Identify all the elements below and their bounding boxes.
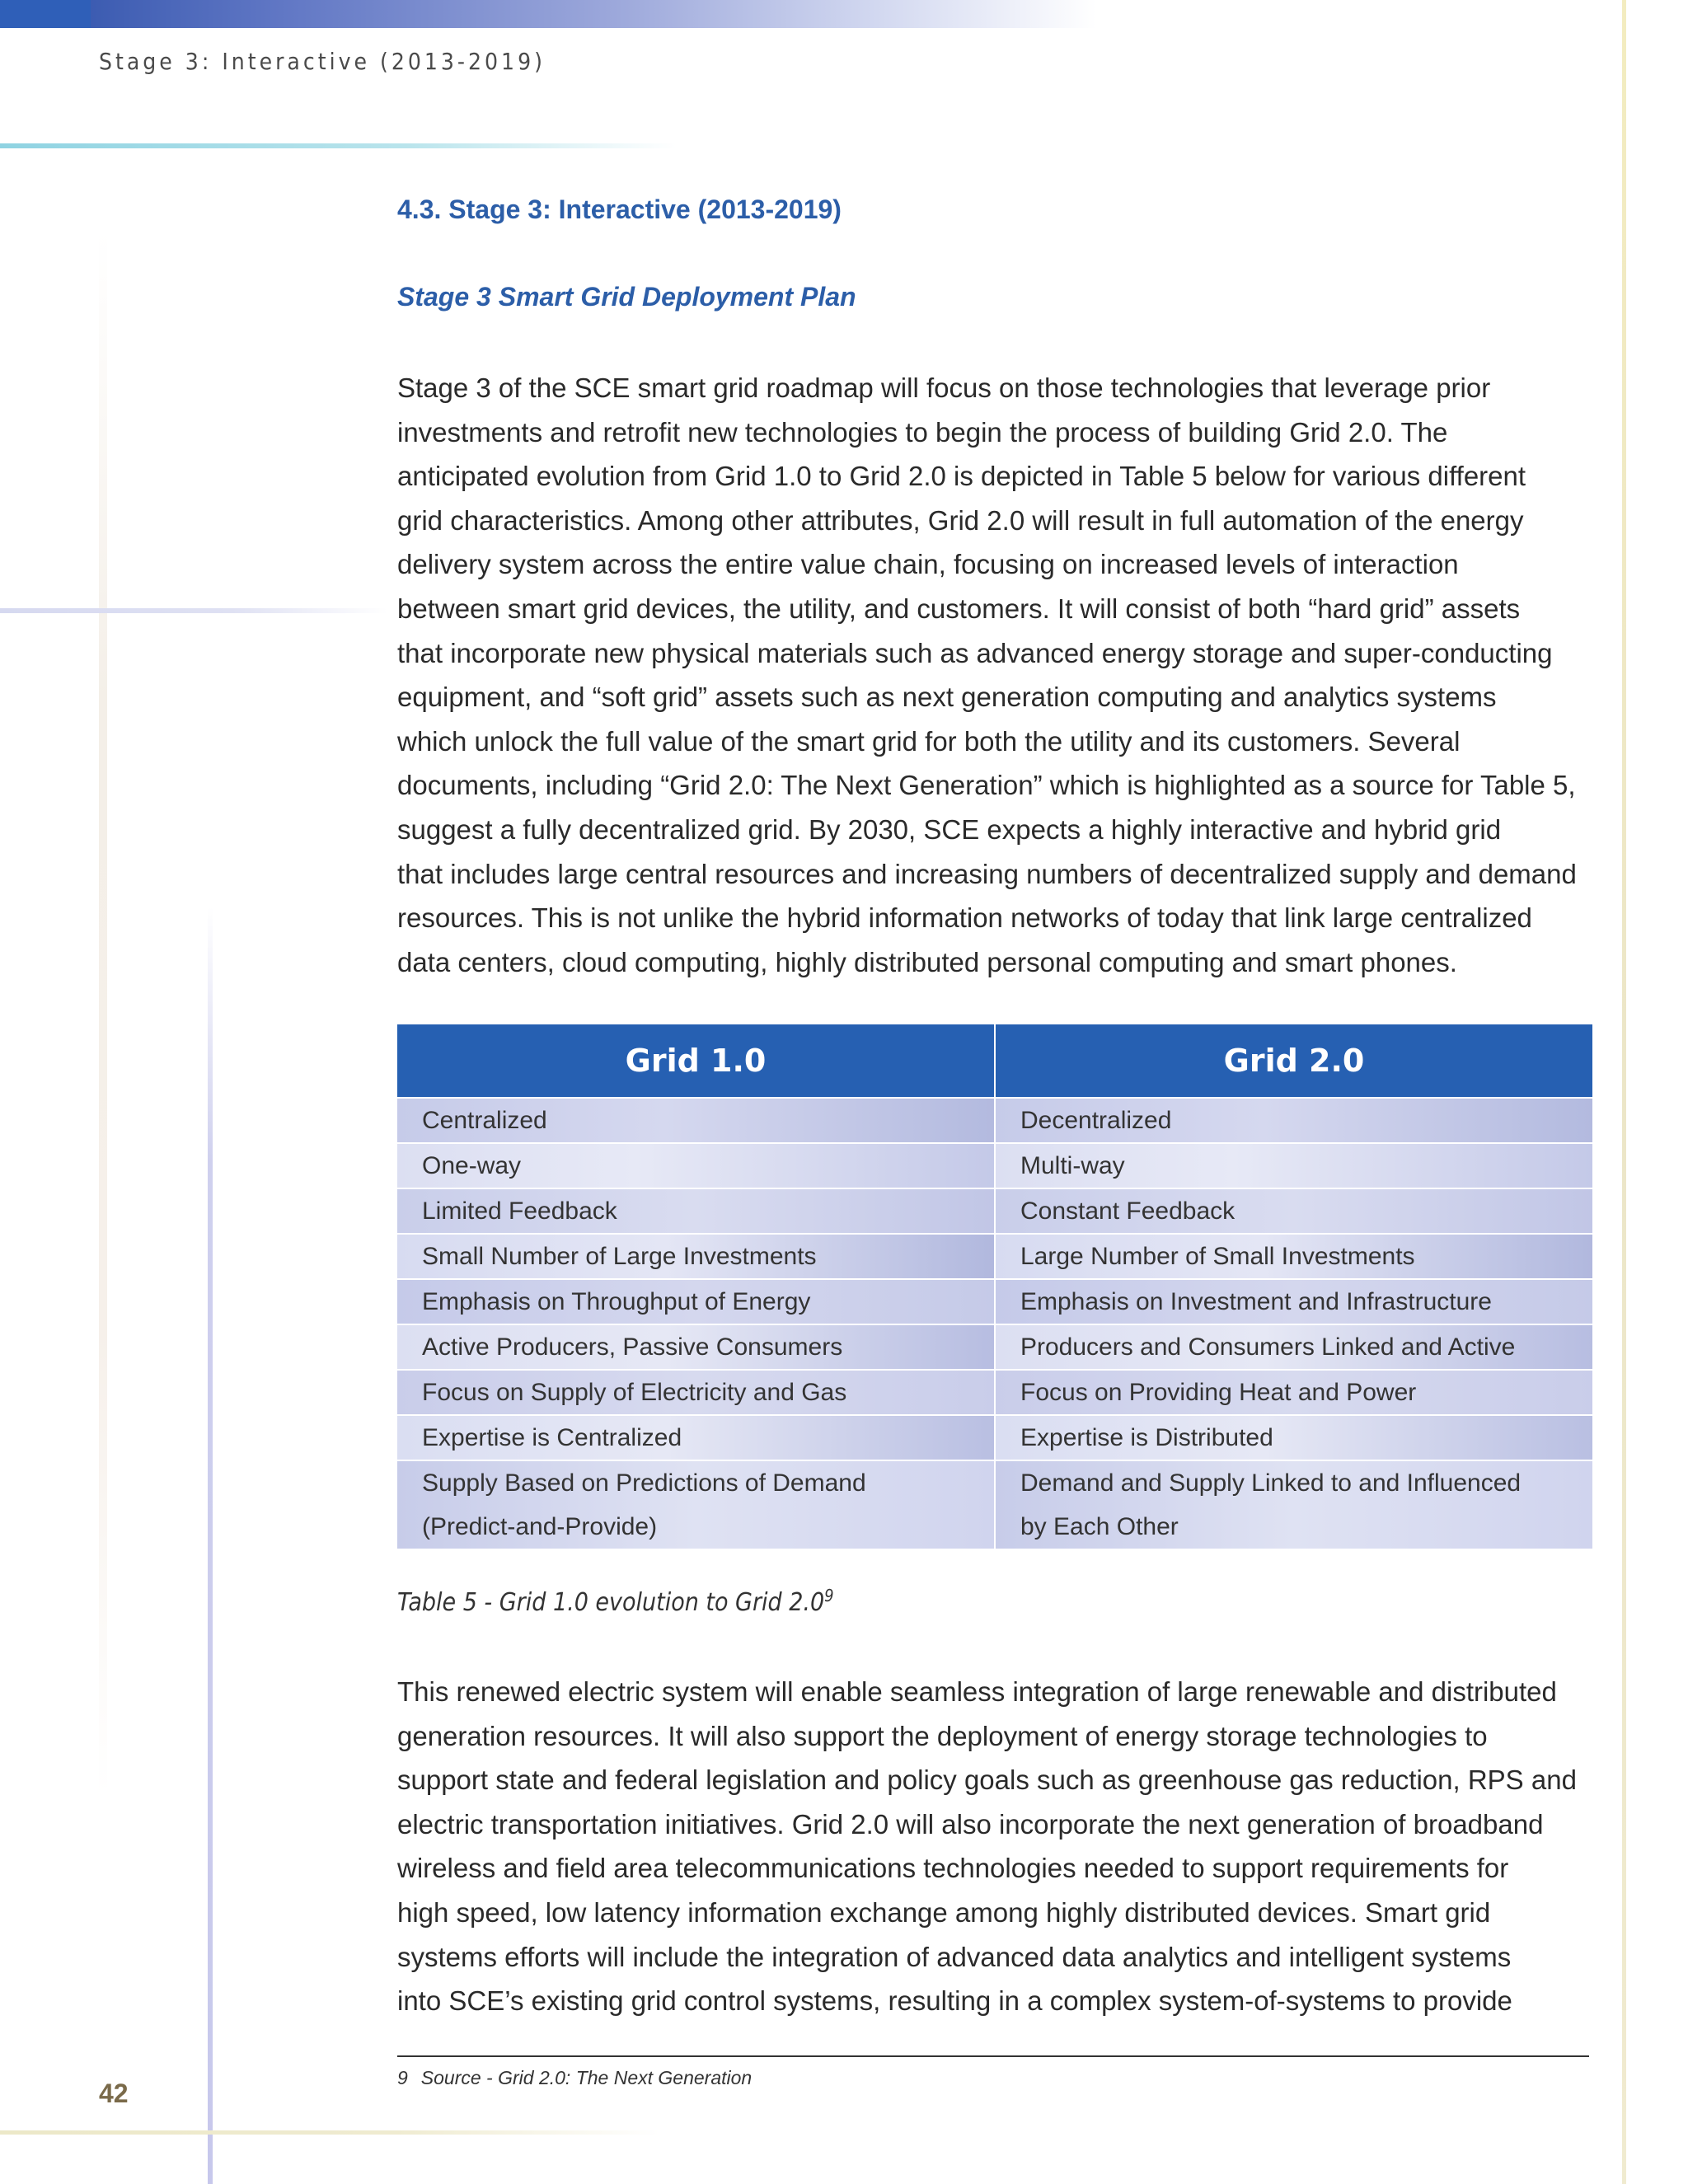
text-line: that incorporate new physical materials such as advanced energy storage and super-conducting (397, 637, 1553, 668)
subsection-heading: Stage 3 Smart Grid Deployment Plan (397, 282, 856, 312)
text-line: generation resources. It will also support the deployment of energy storage technologies to (397, 1720, 1488, 1751)
table-cell (397, 1460, 995, 1549)
text-line: resources. This is not unlike the hybrid information networks of today that link large centralized (397, 902, 1532, 934)
text-line: wireless and field area telecommunications technologies needed to support requirements for (397, 1853, 1509, 1884)
footer-divider-line (0, 2130, 659, 2135)
cell-line: (Predict-and-Provide) (422, 1513, 658, 1540)
table-cell: Emphasis on Throughput of Energy (397, 1279, 995, 1324)
table-header-grid-2: Grid 2.0 (995, 1024, 1592, 1098)
text-line: suggest a fully decentralized grid. By 2030, SCE expects a highly interactive and hybrid grid (397, 813, 1502, 845)
table-cell: Centralized (397, 1098, 995, 1143)
text-line: that includes large central resources and increasing numbers of decentralized supply and demand (397, 858, 1577, 889)
text-line: Stage 3 of the SCE smart grid roadmap will focus on those technologies that leverage prior (397, 373, 1491, 403)
table-row (397, 1143, 1592, 1188)
table-cell: Decentralized (995, 1098, 1592, 1143)
table-row (397, 1415, 1592, 1460)
table-cell: Producers and Consumers Linked and Active (995, 1324, 1592, 1370)
table-cell: Expertise is Centralized (397, 1415, 995, 1460)
table-cell: Emphasis on Investment and Infrastructure (995, 1279, 1592, 1324)
footnote-divider (397, 2055, 1589, 2057)
table-cell: Active Producers, Passive Consumers (397, 1324, 995, 1370)
table-row (397, 1098, 1592, 1143)
running-header: Stage 3: Interactive (2013-2019) (99, 48, 546, 75)
footnote-reference[interactable]: 9 (824, 1586, 834, 1605)
text-line: anticipated evolution from Grid 1.0 to Grid 2.0 is depicted in Table 5 below for various different (397, 461, 1526, 492)
table-row (397, 1279, 1592, 1324)
top-gradient-bar (0, 0, 1096, 28)
cell-line: by Each Other (1020, 1513, 1179, 1540)
footnote-number: 9 (397, 2067, 408, 2088)
grid-comparison-table (397, 1024, 1592, 1549)
text-line: high speed, low latency information exchange among highly distributed devices. Smart grid (397, 1896, 1491, 1928)
text-line: between smart grid devices, the utility, and customers. It will consist of both “hard grid” assets (397, 593, 1521, 624)
footnote-text: Source - Grid 2.0: The Next Generation (420, 2067, 753, 2088)
text-line: grid characteristics. Among other attributes, Grid 2.0 will result in full automation of the energy (397, 504, 1524, 536)
text-line: equipment, and “soft grid” assets such as next generation computing and analytics systems (397, 682, 1497, 713)
top-accent-block (0, 0, 91, 28)
text-line: data centers, cloud computing, highly distributed personal computing and smart phones. (397, 946, 1457, 977)
text-line: support state and federal legislation and policy goals such as greenhouse gas reduction, RPS and (397, 1765, 1577, 1796)
cell-line: Supply Based on Predictions of Demand (422, 1469, 866, 1497)
right-margin-rule (1622, 0, 1626, 2184)
text-line: electric transportation initiatives. Grid 2.0 will also incorporate the next generation of broadband (397, 1808, 1544, 1840)
table-cell: Focus on Supply of Electricity and Gas (397, 1370, 995, 1415)
table-row (397, 1188, 1592, 1234)
table-caption (397, 1586, 834, 1617)
text-line: documents, including “Grid 2.0: The Next Generation” which is highlighted as a source for Table 5, (397, 770, 1576, 801)
table-cell: Large Number of Small Investments (995, 1234, 1592, 1279)
table-cell: Expertise is Distributed (995, 1415, 1592, 1460)
table-cell: Multi-way (995, 1143, 1592, 1188)
table-cell (995, 1460, 1592, 1549)
table-cell: Constant Feedback (995, 1188, 1592, 1234)
text-line: delivery system across the entire value chain, focusing on increased levels of interaction (397, 549, 1459, 580)
left-mid-divider (0, 608, 387, 613)
table-row (397, 1234, 1592, 1279)
page-number: 42 (99, 2079, 129, 2108)
header-divider-line (0, 143, 676, 148)
table-row (397, 1370, 1592, 1415)
table-row (397, 1460, 1592, 1549)
text-line: This renewed electric system will enable seamless integration of large renewable and distributed (397, 1676, 1557, 1707)
text-line: into SCE’s existing grid control systems, resulting in a complex system-of-systems to provide (397, 1985, 1512, 2017)
table-cell: Focus on Providing Heat and Power (995, 1370, 1592, 1415)
text-line: investments and retrofit new technologies to begin the process of building Grid 2.0. The (397, 416, 1448, 448)
text-line: systems efforts will include the integration of advanced data analytics and intelligent systems (397, 1941, 1512, 1972)
table-caption-text: Table 5 - Grid 1.0 evolution to Grid 2.0 (397, 1588, 825, 1617)
footnote (397, 2067, 752, 2089)
table-cell: One-way (397, 1143, 995, 1188)
table-cell: Limited Feedback (397, 1188, 995, 1234)
left-faint-rule (99, 231, 107, 1797)
section-heading: 4.3. Stage 3: Interactive (2013-2019) (397, 194, 842, 224)
table-row (397, 1324, 1592, 1370)
cell-line: Demand and Supply Linked to and Influenced (1020, 1469, 1522, 1497)
body-paragraph (397, 366, 1587, 984)
table-header-grid-1: Grid 1.0 (397, 1024, 995, 1098)
left-margin-rule (208, 907, 213, 2184)
body-paragraph (397, 1670, 1587, 2023)
table-cell: Small Number of Large Investments (397, 1234, 995, 1279)
text-line: which unlock the full value of the smart grid for both the utility and its customers. Several (397, 725, 1461, 757)
table-header-row (397, 1024, 1592, 1098)
